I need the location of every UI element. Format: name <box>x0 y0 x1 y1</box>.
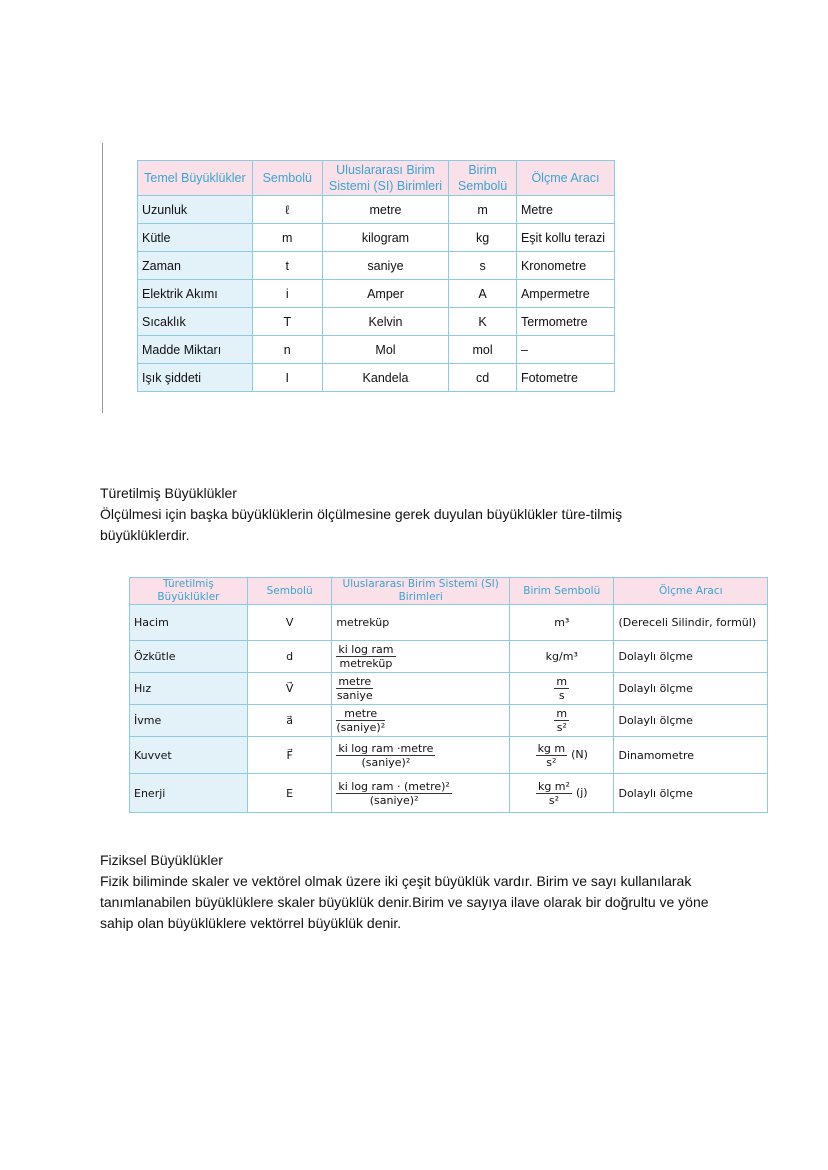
table-cell: Kronometre <box>516 252 614 280</box>
quantity-symbol: V <box>247 605 331 641</box>
denominator: metreküp <box>339 657 393 670</box>
table-cell: i <box>252 280 322 308</box>
table-cell: Fotometre <box>516 364 614 392</box>
fraction <box>554 675 569 702</box>
table-cell: Termometre <box>516 308 614 336</box>
column-header: Uluslararası Birim Sistemi (SI) Birimleri <box>322 161 448 196</box>
table-cell <box>332 737 510 774</box>
cell-text: kg/m³ <box>545 650 578 663</box>
table-cell: K <box>449 308 517 336</box>
cell-text: metreküp <box>336 616 390 629</box>
quantity-name: Kuvvet <box>130 737 248 774</box>
table-cell: m <box>449 196 517 224</box>
table-cell: Sıcaklık <box>138 308 253 336</box>
table-cell: cd <box>449 364 517 392</box>
measuring-tool: Dolaylı ölçme <box>614 774 768 813</box>
column-header: Ölçme Aracı <box>614 578 768 605</box>
table-cell: kg <box>449 224 517 252</box>
quantity-name: Hız <box>130 673 248 705</box>
denominator: s² <box>546 755 557 769</box>
table-cell: T <box>252 308 322 336</box>
fraction <box>336 742 435 769</box>
numerator: kg m² <box>537 779 570 793</box>
table-cell: m <box>252 224 322 252</box>
fraction <box>536 780 572 807</box>
table-row <box>138 308 615 336</box>
table-row <box>130 705 768 737</box>
table-cell: Kütle <box>138 224 253 252</box>
table-cell <box>510 605 614 641</box>
table-row <box>138 224 615 252</box>
numerator: kg m <box>537 741 566 755</box>
table-row <box>130 673 768 705</box>
column-header: Ölçme Aracı <box>516 161 614 196</box>
table-cell: Kelvin <box>322 308 448 336</box>
measuring-tool: Dolaylı ölçme <box>614 705 768 737</box>
column-header: Türetilmiş Büyüklükler <box>130 578 248 605</box>
unit-suffix: (j) <box>575 786 588 799</box>
table-cell: Işık şiddeti <box>138 364 253 392</box>
table-cell <box>510 774 614 813</box>
column-header: Uluslararası Birim Sistemi (SI) Birimleri <box>332 578 510 605</box>
denominator: s² <box>556 721 567 734</box>
table-cell: Elektrik Akımı <box>138 280 253 308</box>
table-cell <box>332 673 510 705</box>
table-cell: Uzunluk <box>138 196 253 224</box>
table-row <box>138 252 615 280</box>
quantity-symbol: E <box>247 774 331 813</box>
column-header: Birim Sembolü <box>449 161 517 196</box>
table-cell: Kandela <box>322 364 448 392</box>
table-cell <box>332 641 510 673</box>
table-row <box>130 737 768 774</box>
column-header: Sembolü <box>247 578 331 605</box>
physical-section <box>100 850 720 934</box>
denominator: s² <box>548 793 560 807</box>
table-cell: s <box>449 252 517 280</box>
measuring-tool: (Dereceli Silindir, formül) <box>614 605 768 641</box>
derived-quantities-table <box>129 577 768 813</box>
table-cell: Mol <box>322 336 448 364</box>
quantity-symbol: F⃗ <box>247 737 331 774</box>
denominator: saniye <box>336 689 373 702</box>
table-cell: Zaman <box>138 252 253 280</box>
quantity-symbol: V⃗ <box>247 673 331 705</box>
numerator: ki log ram ·metre <box>338 741 434 755</box>
table-cell: – <box>516 336 614 364</box>
table-row <box>130 641 768 673</box>
table-cell: Ampermetre <box>516 280 614 308</box>
numerator: m <box>556 707 568 720</box>
fraction <box>536 742 568 769</box>
table-cell: Metre <box>516 196 614 224</box>
table-cell <box>332 605 510 641</box>
denominator: s <box>558 689 565 702</box>
denominator: (saniye)² <box>361 755 411 769</box>
numerator: metre <box>338 675 372 688</box>
numerator: metre <box>336 707 385 721</box>
quantity-name: Özkütle <box>130 641 248 673</box>
quantity-name: Hacim <box>130 605 248 641</box>
section-body: Ölçülmesi için başka büyüklüklerin ölçülmesine gerek duyulan büyüklükler türe-tilmiş büyüklüklerdir. <box>100 506 623 543</box>
fraction <box>336 643 395 670</box>
table-cell: I <box>252 364 322 392</box>
table-row <box>138 280 615 308</box>
quantity-name: İvme <box>130 705 248 737</box>
table-row <box>130 774 768 813</box>
table-cell <box>510 673 614 705</box>
table-cell: ℓ <box>252 196 322 224</box>
table-cell: Madde Miktarı <box>138 336 253 364</box>
column-header: Temel Büyüklükler <box>138 161 253 196</box>
table-row <box>138 336 615 364</box>
table-row <box>138 364 615 392</box>
fraction <box>336 675 373 702</box>
table-cell <box>510 705 614 737</box>
numerator: ki log ram · (metre)² <box>338 779 450 793</box>
section-title: Fiziksel Büyüklükler <box>100 852 223 868</box>
table-cell: Eşit kollu terazi <box>516 224 614 252</box>
table-cell: t <box>252 252 322 280</box>
table-row <box>130 605 768 641</box>
table-cell: saniye <box>322 252 448 280</box>
quantity-symbol: a⃗ <box>247 705 331 737</box>
measuring-tool: Dolaylı ölçme <box>614 673 768 705</box>
base-quantities-table <box>137 160 615 392</box>
denominator: (saniye)² <box>369 793 419 807</box>
measuring-tool: Dolaylı ölçme <box>614 641 768 673</box>
quantity-name: Enerji <box>130 774 248 813</box>
column-header: Birim Sembolü <box>510 578 614 605</box>
section-body: Fizik biliminde skaler ve vektörel olmak üzere iki çeşit büyüklük vardır. Birim ve sayı kullanılarak tanımlanabilen büyüklüklere skaler büyüklük denir.Birim ve sayıya ilave olarak bir doğrultu ve yöne sahip olan büyüklüklere vektörrel büyüklük denir. <box>100 873 709 931</box>
table-cell <box>332 705 510 737</box>
table-cell: mol <box>449 336 517 364</box>
margin-line <box>102 143 103 413</box>
fraction <box>336 780 452 807</box>
numerator: m <box>556 675 568 688</box>
column-header: Sembolü <box>252 161 322 196</box>
unit-suffix: (N) <box>571 748 588 761</box>
table-cell: Amper <box>322 280 448 308</box>
table-cell <box>332 774 510 813</box>
table-cell: n <box>252 336 322 364</box>
numerator: ki log ram <box>338 643 394 656</box>
table-cell: A <box>449 280 517 308</box>
table-cell: metre <box>322 196 448 224</box>
fraction <box>336 707 385 734</box>
table-row <box>138 196 615 224</box>
derived-section <box>100 483 740 546</box>
section-title: Türetilmiş Büyüklükler <box>100 485 237 501</box>
cell-text: m³ <box>554 616 570 629</box>
measuring-tool: Dinamometre <box>614 737 768 774</box>
quantity-symbol: d <box>247 641 331 673</box>
table-cell <box>510 641 614 673</box>
table-cell: kilogram <box>322 224 448 252</box>
denominator: (saniye)² <box>336 721 386 734</box>
table-cell <box>510 737 614 774</box>
fraction <box>554 707 569 734</box>
